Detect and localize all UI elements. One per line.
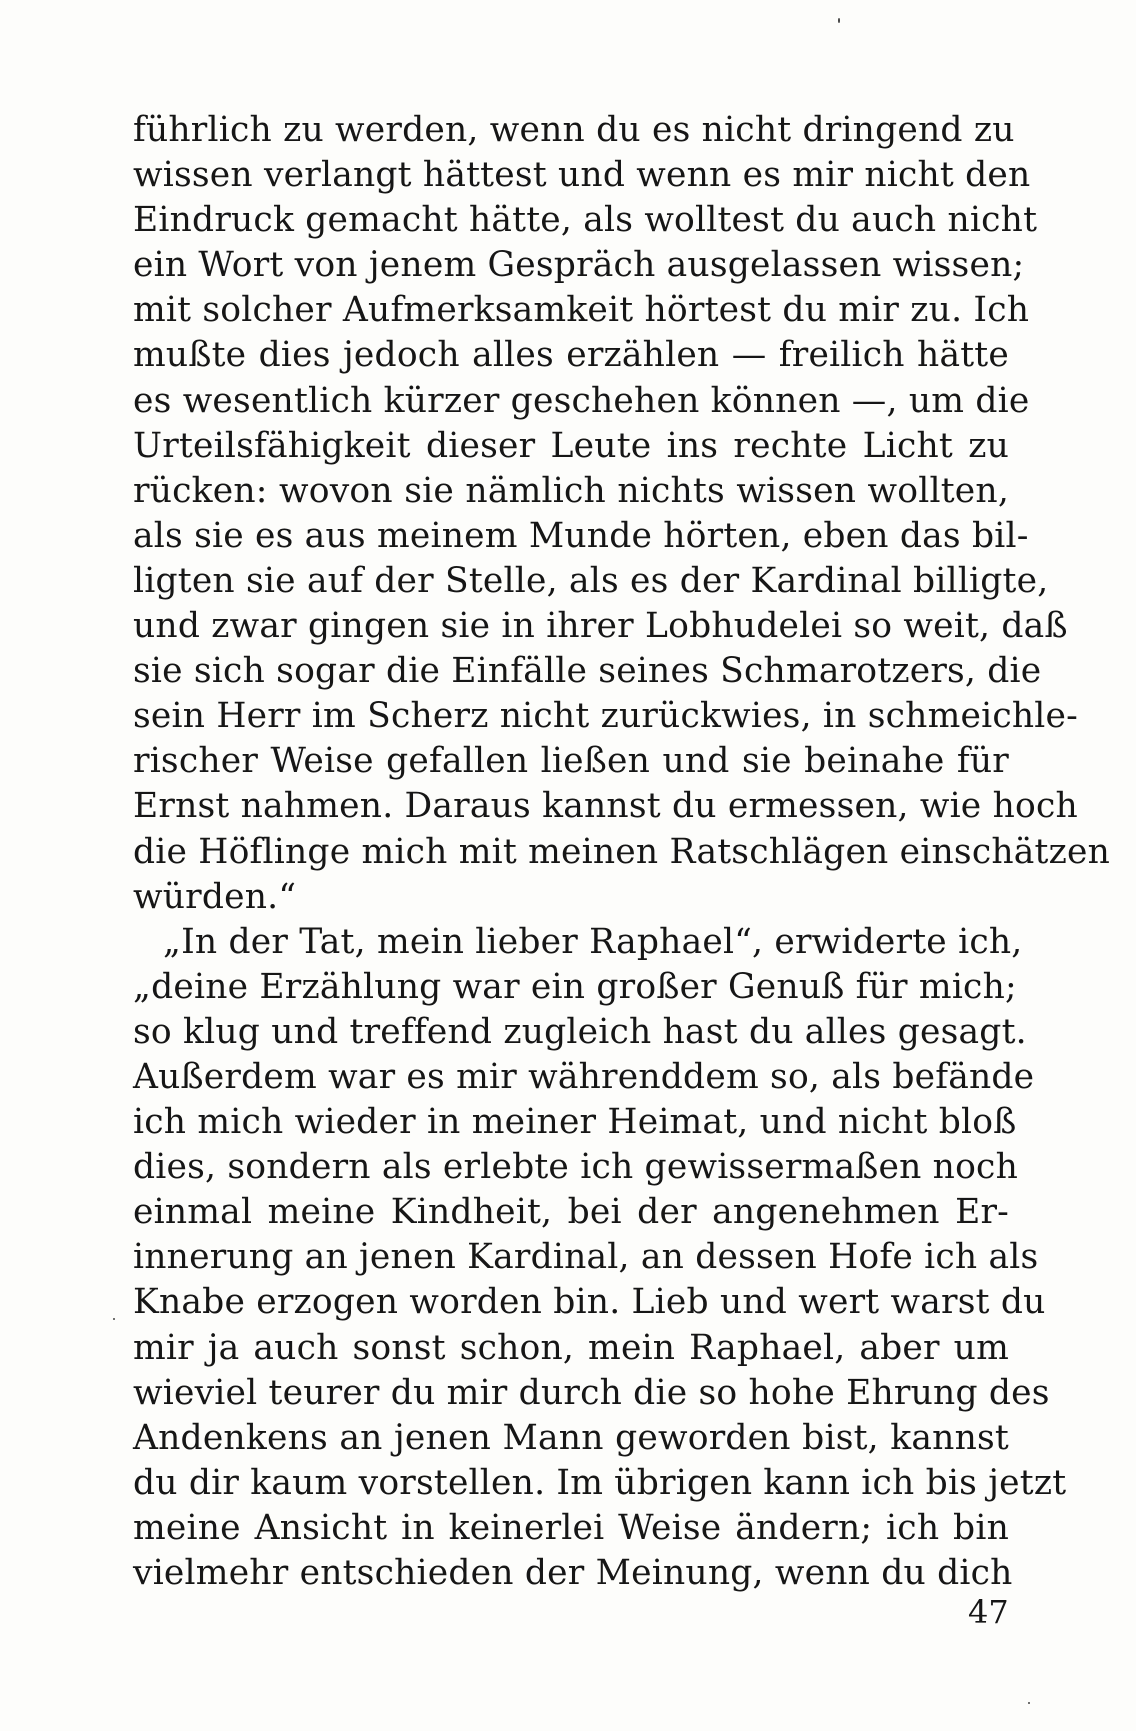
text-line: dies, sondern als erlebte ich gewissermaßen noch [133,1147,1019,1188]
text-line: ligten sie auf der Stelle, als es der Kardinal billigte, [133,560,1049,601]
text-line: vielmehr entschieden der Meinung, wenn du dich [133,1553,1013,1593]
scan-speck [1028,1702,1030,1704]
text-line: wissen verlangt hättest und wenn es mir nicht den [133,155,1031,196]
text-line: die Höflinge mich mit meinen Ratschlägen einschätzen [133,831,1111,872]
text-line: „deine Erzählung war ein großer Genuß für mich; [133,966,1017,1007]
text-line: mußte dies jedoch alles erzählen — freilich hätte [133,335,1009,376]
text-line: wieviel teurer du mir durch die so hohe Ehrung des [133,1372,1050,1413]
text-line: sein Herr im Scherz nicht zurückwies, in schmeichle- [133,696,1078,737]
text-line: rücken: wovon sie nämlich nichts wissen wollten, [133,470,1009,511]
text-line: führlich zu werden, wenn du es nicht dringend zu [133,110,1015,150]
scan-speck [838,18,840,23]
text-line: so klug und treffend zugleich hast du alles gesagt. [133,1011,1027,1052]
text-line: du dir kaum vorstellen. Im übrigen kann ich bis jetzt [133,1462,1067,1503]
text-line: Knabe erzogen worden bin. Lieb und wert warst du [133,1282,1046,1323]
text-line: einmal meine Kindheit, bei der angenehmen Er- [133,1192,1009,1233]
text-line: würden.“ [133,876,297,917]
text-line: innerung an jenen Kardinal, an dessen Hofe ich als [133,1237,1039,1278]
text-line: meine Ansicht in keinerlei Weise ändern; ich bin [133,1507,1009,1548]
text-line: Ernst nahmen. Daraus kannst du ermessen, wie hoch [133,786,1078,827]
text-line: Andenkens an jenen Mann geworden bist, kannst [133,1417,1009,1458]
text-line: mit solcher Aufmerksamkeit hörtest du mir zu. Ich [133,290,1030,331]
page-number: 47 [968,1593,1009,1631]
text-line: Eindruck gemacht hätte, als wolltest du auch nicht [133,200,1038,241]
paragraph-first-line: „In der Tat, mein lieber Raphael“, erwiderte ich, [163,921,1023,962]
text-line: ich mich wieder in meiner Heimat, und nicht bloß [133,1102,1017,1143]
text-line: rischer Weise gefallen ließen und sie beinahe für [133,741,1009,782]
text-line: Urteilsfähigkeit dieser Leute ins rechte Licht zu [133,425,1009,466]
text-line: Außerdem war es mir währenddem so, als befände [133,1056,1035,1097]
body-text [133,108,1111,1596]
scan-speck [113,1318,115,1320]
text-line: es wesentlich kürzer geschehen können —, um die [133,380,1030,421]
text-line: ein Wort von jenem Gespräch ausgelassen wissen; [133,245,1025,286]
text-line: mir ja auch sonst schon, mein Raphael, aber um [133,1327,1009,1368]
text-line: sie sich sogar die Einfälle seines Schmarotzers, die [133,651,1042,692]
text-line: und zwar gingen sie in ihrer Lobhudelei so weit, daß [133,606,1068,647]
text-line: als sie es aus meinem Munde hörten, eben das bil- [133,515,1029,556]
